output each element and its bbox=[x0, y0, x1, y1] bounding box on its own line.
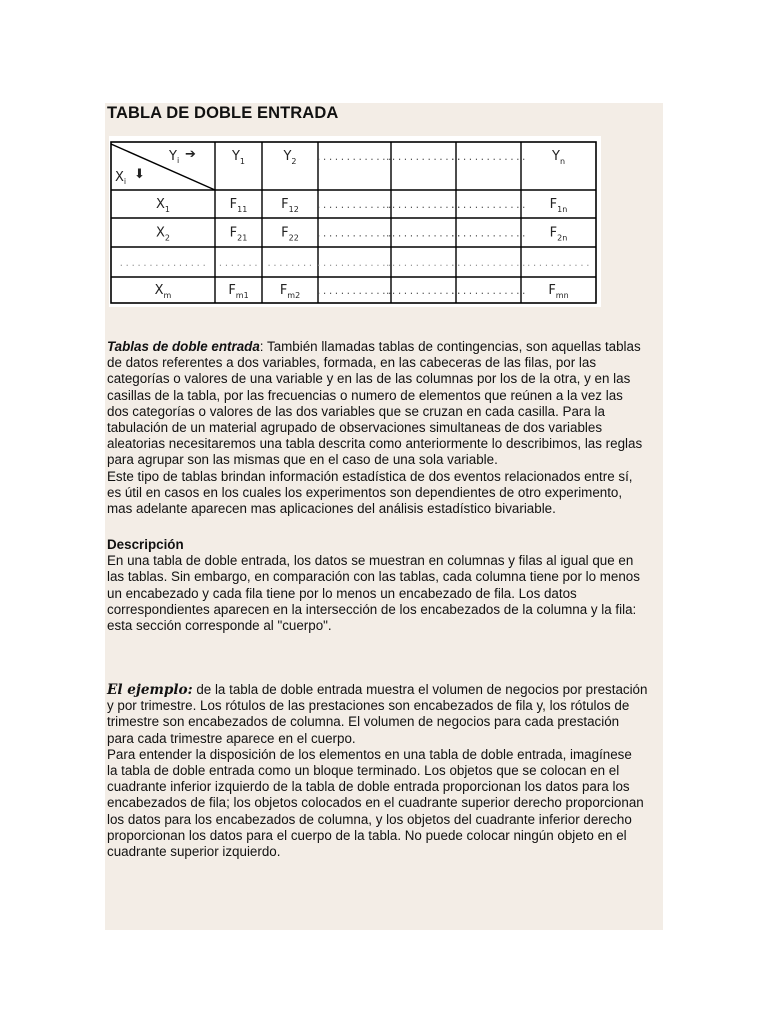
table-body-cell: ............. bbox=[450, 201, 527, 211]
table-body-cell: ............. bbox=[450, 259, 527, 269]
table-body-cell: ........ bbox=[266, 259, 314, 269]
table-body-cell: $F_{mn}$ bbox=[548, 283, 569, 300]
corner-column-subscript: i bbox=[176, 156, 180, 165]
example-line: cuadrante superior izquierdo. bbox=[107, 844, 281, 860]
table-border bbox=[111, 142, 596, 303]
table-body-cell-subscript: mn bbox=[555, 291, 569, 300]
table-body-cell-subscript: 22 bbox=[288, 233, 299, 243]
row-header-cell-subscript: 2 bbox=[164, 233, 170, 243]
table-body-cell: $F_{12}$ bbox=[281, 197, 299, 214]
example-line: de la tabla de doble entrada muestra el volumen de negocios por prestación bbox=[192, 682, 648, 697]
table-body-cell: $F_{22}$ bbox=[281, 225, 299, 243]
column-header-cell: $Y_n$ bbox=[551, 149, 566, 166]
contingency-line: categorías o valores de una variable y en las de las columnas por los de la otra, y en las bbox=[107, 371, 631, 387]
contingency-line: : También llamadas tablas de contingencias, son aquellas tablas bbox=[259, 339, 641, 354]
example-line: y por trimestre. Los rótulos de las prestaciones son encabezados de fila y, los rótulos de bbox=[107, 698, 630, 714]
contingency-section bbox=[107, 339, 663, 517]
example-line: para cada trimestre aparece en el cuerpo. bbox=[107, 730, 356, 746]
example-line: encabezados de fila; los objetos colocados en el cuadrante superior derecho proporcionan bbox=[107, 795, 644, 811]
table-body-cell: ........... bbox=[525, 259, 592, 269]
contingency-line: dos categorías o valores de las dos variables que se cruzan en cada casilla. Para la bbox=[107, 403, 605, 419]
corner-column-label: $Y_i$ bbox=[169, 149, 180, 165]
table-body-cell-subscript: 12 bbox=[288, 205, 299, 214]
contingency-line: de datos referentes a dos variables, formada, en las cabeceras de las filas, por las bbox=[107, 355, 597, 371]
column-header-cell: ............. bbox=[316, 153, 393, 163]
row-header-cell-subscript: m bbox=[163, 291, 172, 300]
example-section bbox=[107, 682, 663, 860]
example-line: proporcionan los datos para el cuerpo de la tabla. No puede colocar ningún objeto en el bbox=[107, 827, 627, 843]
table-body-cell: $F_{1n}$ bbox=[549, 197, 568, 214]
column-header-cell-subscript: n bbox=[559, 157, 566, 166]
table-body-cell-subscript: m2 bbox=[287, 291, 301, 300]
row-header-cell: ............... bbox=[118, 259, 208, 269]
table-body-cell: $F_{21}$ bbox=[229, 225, 248, 243]
contingency-line: tabulación de un material agrupado de observaciones simultaneas de dos variables bbox=[107, 420, 603, 436]
example-line: los datos para los encabezados de columna, y los objetos del cuadrante inferior derecho bbox=[107, 811, 632, 827]
table-body-cell: ............. bbox=[450, 287, 527, 297]
down-arrow-icon: ⬇ bbox=[134, 167, 145, 182]
column-header-cell: ............. bbox=[450, 153, 527, 163]
table-body-cell: ............. bbox=[385, 229, 462, 240]
table-body-cell: ............. bbox=[316, 201, 393, 211]
table-body-cell: ............. bbox=[385, 201, 462, 211]
description-heading: Descripción bbox=[107, 537, 184, 552]
row-header-cell: $X_m$ bbox=[154, 283, 172, 300]
column-header-cell: $Y_1$ bbox=[231, 149, 246, 166]
table-body-cell: $F_{2n}$ bbox=[549, 225, 568, 243]
contingency-line: mas adelante aparecen mas aplicaciones del análisis estadístico bivariable. bbox=[107, 501, 556, 517]
row-header-cell: $X_2$ bbox=[156, 225, 170, 243]
row-header-cell: $X_1$ bbox=[156, 197, 170, 214]
column-header-cell: $Y_2$ bbox=[283, 149, 297, 166]
column-header-cell: ............. bbox=[385, 153, 462, 163]
double-entry-table-figure bbox=[109, 136, 601, 307]
table-body-cell: $F_{m1}$ bbox=[228, 283, 249, 300]
column-header-cell-subscript: 2 bbox=[291, 157, 297, 166]
table-body-cell-subscript: 21 bbox=[237, 233, 248, 243]
row-header-cell-subscript: 1 bbox=[164, 205, 170, 214]
document-title: TABLA DE DOBLE ENTRADA bbox=[107, 104, 339, 122]
example-first-line bbox=[107, 682, 663, 698]
table-body-cell: ............. bbox=[316, 229, 393, 240]
example-line: trimestre son encabezados de columna. El volumen de negocios para cada prestación bbox=[107, 714, 620, 730]
description-section bbox=[107, 537, 663, 634]
column-header-cell-subscript: 1 bbox=[239, 157, 246, 166]
contingency-line: aleatorias necesitaremos una tabla descrita como anteriormente lo describimos, las reglas bbox=[107, 436, 643, 452]
contingency-line: Este tipo de tablas brindan información estadística de dos eventos relacionados entre sí, bbox=[107, 468, 633, 484]
right-arrow-icon: ➔ bbox=[185, 147, 196, 162]
example-line: Para entender la disposición de los elementos en una tabla de doble entrada, imagínese bbox=[107, 746, 632, 762]
description-line: esta sección corresponde al "cuerpo". bbox=[107, 618, 332, 634]
corner-row-label: $X_i$ bbox=[115, 170, 127, 186]
contingency-first-line bbox=[107, 339, 663, 355]
table-body-cell: ............. bbox=[385, 259, 462, 269]
contingency-line: para agrupar son las mismas que en el caso de una sola variable. bbox=[107, 452, 498, 468]
table-body-cell: ............. bbox=[316, 259, 393, 269]
example-line: la tabla de doble entrada como un bloque terminado. Los objetos que se colocan en el bbox=[107, 763, 620, 779]
table-body-cell: ............. bbox=[316, 287, 393, 297]
contingency-line: es útil en casos en los cuales los experimentos son dependientes de otro experimento, bbox=[107, 484, 623, 500]
table-body-cell-subscript: 11 bbox=[237, 205, 248, 214]
description-line: las tablas. Sin embargo, en comparación con las tablas, cada columna tiene por lo menos bbox=[107, 569, 640, 585]
description-line: un encabezado y cada fila tiene por lo menos un encabezado de fila. Los datos bbox=[107, 585, 577, 601]
description-line: correspondientes aparecen en la intersección de los encabezados de la columna y la fila: bbox=[107, 601, 637, 617]
table-body-cell-subscript: 1n bbox=[557, 205, 568, 214]
example-line: cuadrante inferior izquierdo de la tabla de doble entrada proporcionan los datos para los bbox=[107, 779, 630, 795]
contingency-line: casillas de la tabla, por las frecuencias o numero de elementos que reúnen a la vez las bbox=[107, 387, 623, 403]
description-line: En una tabla de doble entrada, los datos se muestran en columnas y filas al igual que en bbox=[107, 553, 634, 569]
table-body-cell: ............. bbox=[385, 287, 462, 297]
table-body-cell: $F_{11}$ bbox=[229, 197, 248, 214]
table-body-cell: ............. bbox=[450, 229, 527, 240]
example-lead-term: El ejemplo: bbox=[107, 682, 193, 698]
corner-row-subscript: i bbox=[123, 177, 127, 186]
table-body-cell: ....... bbox=[217, 259, 260, 269]
contingency-lead-term: Tablas de doble entrada bbox=[107, 339, 260, 354]
table-body-cell-subscript: 2n bbox=[557, 233, 568, 243]
table-body-cell-subscript: m1 bbox=[235, 291, 249, 300]
double-entry-table-diagram bbox=[109, 136, 601, 307]
table-body-cell: $F_{m2}$ bbox=[279, 283, 301, 300]
